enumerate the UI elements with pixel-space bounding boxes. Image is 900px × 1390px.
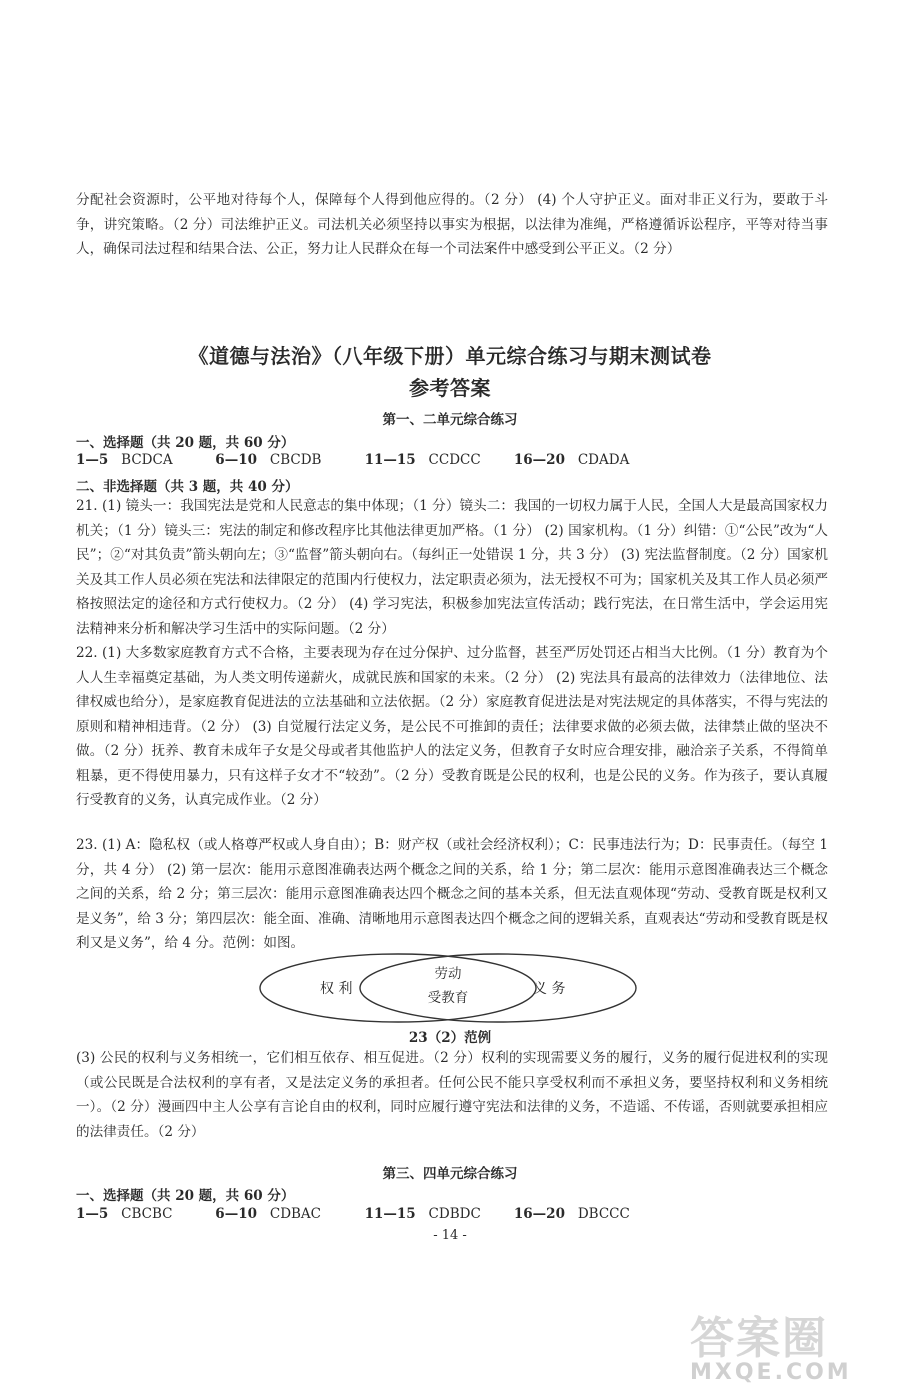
watermark-line2: MXQE.COM [690, 1360, 852, 1385]
question-23-part1: 23. (1) A：隐私权（或人格尊严权或人身自由）；B：财产权（或社会经济权利）；C：民事违法行为；D：民事责任。（每空 1 分，共 4 分） (2) 第一层次：能用示意图准确表达两个概念之间的关系，给 1 分；第二层次：能用示意图准确表达三个概念之间的关系，给 2 分；第三层次：能用示意图准确表达四个概念之间的基本关系，但无法直观体现“劳动、受教育既是权利又是义务”，给 3 分；第四层次：能全面、准确、清晰地用示意图表达四个概念之间的逻辑关系，直观表达“劳动和受教育既是权利又是义务”，给 4 分。范例：如图。 [76, 837, 828, 951]
diagram-right-label: 义 务 [533, 981, 566, 997]
section1-nonchoice-heading: 二、非选择题（共 3 题，共 40 分） [76, 479, 299, 495]
page-number: - 14 - [433, 1228, 467, 1243]
answer-letters: CCDCC [428, 452, 481, 468]
section2-answer-row [76, 1206, 630, 1222]
answer-range: 11—15 [364, 452, 416, 468]
answer-letters: DBCCC [577, 1206, 630, 1222]
question-23-part3: (3) 公民的权利与义务相统一，它们相互依存、相互促进。（2 分）权利的实现需要义务的履行，义务的履行促进权利的实现（或公民既是合法权利的享有者，又是法定义务的承担者。任何公民不能只享受权利而不承担义务，要坚持权利和义务相统一）。（2 分）漫画四中主人公享有言论自由的权利，同时应履行遵守宪法和法律的义务，不造谣、不传谣，否则就要承担相应的法律责任。（2 分） [76, 1050, 828, 1140]
answer-letters: CDBAC [269, 1206, 322, 1222]
answer-letters: CBCDB [269, 452, 322, 468]
diagram-center-label-2: 受教育 [427, 990, 469, 1006]
document-title: 《道德与法治》（八年级下册）单元综合练习与期末测试卷 [188, 344, 712, 368]
document-subtitle: 参考答案 [409, 376, 491, 400]
answer-range: 1—5 [76, 452, 109, 468]
section1-title: 第一、二单元综合练习 [382, 412, 518, 428]
top-paragraph: 分配社会资源时，公平地对待每个人，保障每个人得到他应得的。（2 分） (4) 个人守护正义。面对非正义行为，要敢于斗争，讲究策略。（2 分）司法维护正义。司法机关必须坚持以事实为根据，以法律为准绳，严格遵循诉讼程序，平等对待当事人，确保司法过程和结果合法、公正，努力让人民群众在每一个司法案件中感受到公平正义。（2 分） [76, 192, 828, 257]
section2-title: 第三、四单元综合练习 [382, 1166, 518, 1182]
site-watermark-logo [690, 1302, 890, 1385]
answer-letters: CBCBC [121, 1206, 173, 1222]
section1-answer-row [76, 452, 629, 468]
answer-range: 11—15 [364, 1206, 416, 1222]
rights-duties-venn-diagram [258, 952, 638, 1024]
answer-letters: CDADA [577, 452, 630, 468]
section2-choice-heading: 一、选择题（共 20 题，共 60 分） [76, 1188, 295, 1204]
answer-range: 16—20 [513, 1206, 565, 1222]
answer-range: 1—5 [76, 1206, 109, 1222]
answer-letters: BCDCA [121, 452, 173, 468]
section1-choice-heading: 一、选择题（共 20 题，共 60 分） [76, 435, 295, 451]
answer-range: 6—10 [215, 452, 257, 468]
diagram-caption: 23（2）范例 [408, 1030, 492, 1046]
watermark-line1: 答案圈 [690, 1313, 828, 1364]
question-22: 22. (1) 大多数家庭教育方式不合格，主要表现为存在过分保护、过分监督，甚至严厉处罚还占相当大比例。（1 分）教育为个人人生幸福奠定基础，为人类文明传递薪火，成就民族和国家的未来。（2 分） (2) 宪法具有最高的法律效力（法律地位、法律权威也给分），是家庭教育促进法的立法基础和立法依据。（2 分）家庭教育促进法是对宪法规定的具体落实，不得与宪法的原则和精神相违背。（2 分） (3) 自觉履行法定义务，是公民不可推卸的责任；法律要求做的必须去做，法律禁止做的坚决不做。（2 分）抚养、教育未成年子女是父母或者其他监护人的法定义务，但教育子女时应合理安排，融洽亲子关系，不得简单粗暴，更不得使用暴力，只有这样子女才不“较劲”。（2 分）受教育既是公民的权利，也是公民的义务。作为孩子，要认真履行受教育的义务，认真完成作业。（2 分） [76, 645, 828, 808]
answer-range: 6—10 [215, 1206, 257, 1222]
diagram-center-label-1: 劳动 [434, 966, 462, 982]
answer-range: 16—20 [513, 452, 565, 468]
question-21: 21. (1) 镜头一：我国宪法是党和人民意志的集中体现；（1 分）镜头二：我国的一切权力属于人民，全国人大是最高国家权力机关；（1 分）镜头三：宪法的制定和修改程序比其他法律更加严格。（1 分） (2) 国家机构。（1 分）纠错：①“公民”改为“人民”；②“对其负责”箭头朝向左；③“监督”箭头朝向右。（每纠正一处错误 1 分，共 3 分） (3) 宪法监督制度。（2 分）国家机关及其工作人员必须在宪法和法律限定的范围内行使权力，法定职责必须为，法无授权不可为；国家机关及其工作人员必须严格按照法定的途径和方式行使权力。（2 分） (4) 学习宪法，积极参加宪法宣传活动；践行宪法，在日常生活中，学会运用宪法精神来分析和解决学习生活中的实际问题。（2 分） [76, 498, 828, 637]
answer-letters: CDBDC [428, 1206, 481, 1222]
diagram-left-label: 权 利 [320, 981, 353, 997]
